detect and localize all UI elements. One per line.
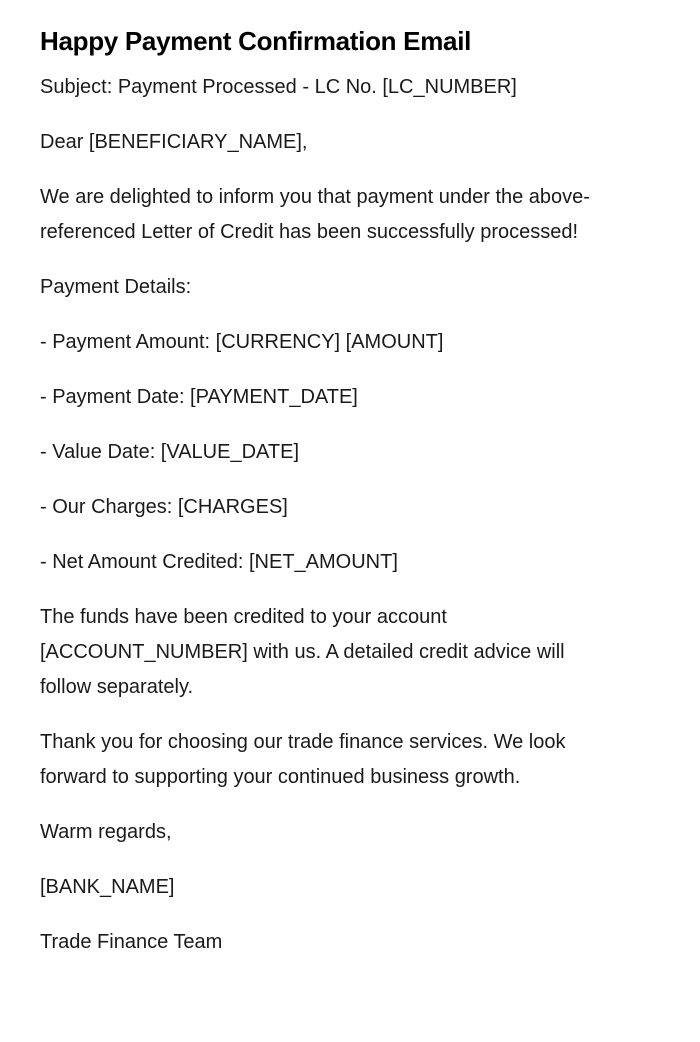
email-intro: We are delighted to inform you that payment under the above-referenced Letter of Credit has been successfully processed! [40, 186, 590, 243]
payment-details-heading: Payment Details: [40, 276, 192, 298]
bank-name: [BANK_NAME] [40, 876, 175, 898]
payment-detail-date: - Payment Date: [PAYMENT_DATE] [40, 386, 358, 408]
document-title: Happy Payment Confirmation Email [40, 26, 472, 56]
payment-detail-net-amount: - Net Amount Credited: [NET_AMOUNT] [40, 551, 398, 573]
email-subject: Subject: Payment Processed - LC No. [LC_NUMBER] [40, 76, 517, 98]
email-greeting: Dear [BENEFICIARY_NAME], [40, 131, 308, 153]
closing-line: Warm regards, [40, 821, 172, 843]
funds-credited-note: The funds have been credited to your account [ACCOUNT_NUMBER] with us. A detailed credit advice will follow separately. [40, 606, 565, 698]
payment-detail-amount: - Payment Amount: [CURRENCY] [AMOUNT] [40, 331, 444, 353]
team-signature: Trade Finance Team [40, 931, 223, 953]
payment-detail-value-date: - Value Date: [VALUE_DATE] [40, 441, 299, 463]
thank-you-paragraph: Thank you for choosing our trade finance services. We look forward to supporting your continued business growth. [40, 731, 566, 788]
payment-detail-charges: - Our Charges: [CHARGES] [40, 496, 288, 518]
